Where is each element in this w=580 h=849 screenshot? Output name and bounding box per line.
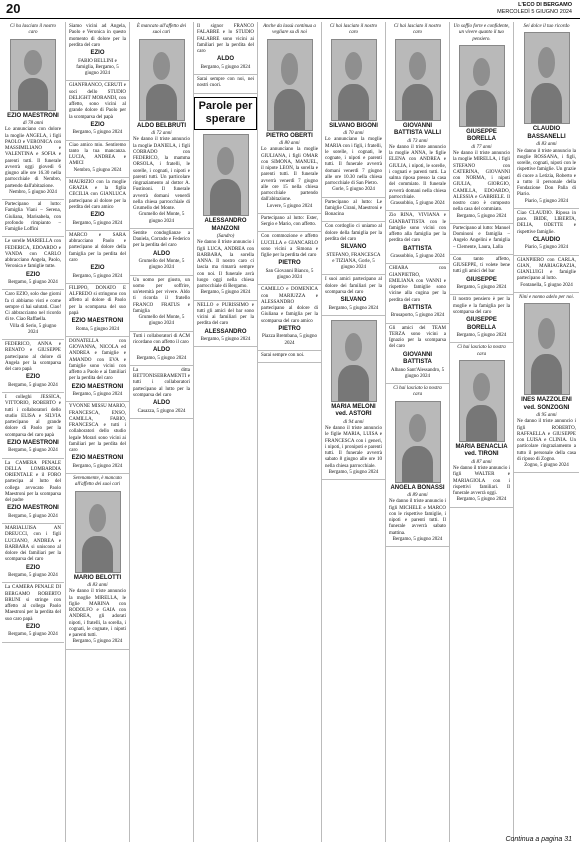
notice-text: FILIPPO, DONATO E ALFREDO si stringono con affetto al dolore di Paolo per la scomparsa del suo papà [69,285,126,316]
column-9 [513,22,579,842]
obituary-notice [258,22,321,214]
deceased-name: ALDO [153,250,170,257]
notice-text: Ne danno il triste annuncio la moglie MIRELLA, le figlie MARINA con RODOLFO e GAIA con ANDREA, gli adorati nipoti, i fratelli, la sorella, i cognati, le cognate, i nipoti e parenti tutti. [69,589,126,638]
notice-place-date: Bergamo, 5 giugno 2024 [8,513,58,519]
notice-text: Partecipano al lutto: Le famiglie Cirani, Maestroni e Bonacina [325,199,382,217]
notice-text: GIANPIERO con CARLA, GIAN, MARIAGRAZIA, GIANLUIGI e famiglie partecipano al lutto. [517,257,576,282]
obituary-notice [386,264,449,323]
notice-intro: È mancato all'affetto dei suoi cari [136,24,187,36]
column-1 [2,22,64,842]
deceased-name: INES MAZZOLENI ved. SONZOGNI [521,397,572,411]
obituary-notice [2,459,64,525]
obituary-notice [2,237,64,290]
deceased-name: GIOVANNI BATTISTA VALLI [393,122,442,136]
notice-text: NELLO e PURISSIMO e tutti gli amici del bar sono vicini ai familiari per la perdita del caro [197,302,254,327]
portrait-photo [524,303,570,395]
obituary-notice [386,22,449,211]
notice-text: Partecipano al lutto: Ester, Sergio e Mario, con affetto. [261,215,318,227]
notice-text: Lo annunciano la moglie GIULIANA, i figli OMAR con SIMONA, MANUEL, il nipote LEON, la sorella e parenti tutti. Il funerale avverrà venerdì 7 giugno alle ore 15 nella chiesa parrocchiale partendo dall'abitazione. [261,147,318,203]
parole-box [194,97,257,131]
obituary-notice [322,198,385,223]
page-number: 20 [6,1,21,16]
notice-place-date: Nembro, 5 giugno 2024 [9,189,57,195]
notice-text: Lo annunciano con dolore la moglie ANGELA, i figli PAOLO e VERONICA con MASSIMILIANO e VALENTINA e SOFIA e parenti tutti. Il funerale avverrà oggi giovedì 6 giugno alle ore 16.30 nella parrocchiale di Nembro, partendo dall'abitazione. [5,127,61,189]
notice-text: Le sorelle MARIELLA con FEDERICA, EDOARDO e VANDA con CARLO abbracciano Angela, Paolo, Veronica e famiglie tutte. [5,239,61,270]
portrait-photo [331,320,377,402]
portrait-photo [203,134,249,216]
continue-note: Continua a pagina 31 [505,836,572,844]
deceased-name: MARIO BELOTTI [73,574,122,581]
notice-place-date: Roma, 5 giugno 2024 [75,326,120,332]
notice-text: Ne danno il triste annuncio i figli MICHELE e MARCO con le rispettive famiglie, i nipoti e parenti tutti. Il funerale avverrà sabato mattina. [389,499,446,536]
notice-text: Ne danno il triste annuncio i figli LUCA, ANDREA con BARBARA, la sorella ANNA. Il nostro caro ci lascia ma rimarrà sempre con noi. Il funerale avrà luogo oggi nella chiesa parrocchiale di Bergamo. [197,240,254,289]
deceased-name: SILVANO [340,297,367,303]
publication-info [497,2,572,16]
notice-intro: Ci hai lasciato la nostra cara [457,345,506,357]
obituary-notice [66,402,129,474]
notice-text: MARCO e SARA abbracciano Paolo e partecipano al dolore della famiglia per la perdita del caro [69,232,126,263]
deceased-age: di 95 anni [536,413,557,418]
notice-text: Il signor FRANCO FALABRE e lo STUDIO FALABRE sono vicini ai familiari per la perdita del caro [197,24,254,54]
deceased-name: EZIO MAESTRONI [7,505,59,512]
notice-place-date: Piario, 5 giugno 2024 [524,245,569,251]
obituary-notice [130,276,193,332]
notice-intro: Un soffio forte e confidente, un vivere quanto il tuo pensiero. [453,24,510,42]
notice-place-date: Piario, 5 giugno 2024 [524,198,569,204]
notice-place-date: Bergamo, 5 giugno 2024 [8,573,58,578]
deceased-age: di 73 anni [407,138,428,144]
obituary-notice [258,285,321,351]
deceased-name: GIUSEPPE BORELLA [466,317,497,331]
deceased-name: MARIA BENACLIA ved. TIRONI [455,443,508,458]
notice-text: CHIARA con GIANPIETRO, EMILIANA con VANNI e rispettive famiglie sono vicine alla cugina per la perdita del caro [389,266,446,303]
notice-place-date: Grassobbio, 5 giugno 2024 [390,254,445,259]
notice-text: Zio RINA, VIVIANA e GIANBATTISTA con le famiglie sono vicini con affetto alla famiglia per la perdita del caro [389,213,446,244]
notice-place-date: Nembro, 5 giugno 2024 [73,167,122,173]
portrait-photo [139,39,185,121]
notice-intro: Sei dolce il tuo ricordo [523,24,570,29]
notice-text: Ciao amico mio. Sentiremo tanto la tua mancanza. LUCIA, ANDREA e AMICI [69,142,126,167]
deceased-name: GIUSEPPE [466,276,497,283]
deceased-name: GIOVANNI BATTISTA [402,351,433,365]
column-8 [449,22,513,842]
notice-text: Partecipano al lutto: Manuel Dominoni e famiglia – Angelo Angelini e famiglia – Clemente, Laura, Lalla [453,225,510,250]
obituary-notice [450,22,513,224]
notice-intro: Ci hai lasciato la nostra cara [393,386,442,398]
obituary-notice [2,290,64,340]
deceased-name: ALDO [153,400,170,406]
notice-text: GIANFRANCO, CERUTI e soci dello STUDIO DELIGHT MORANDI, con affetto, sono vicini al grande dolore di Paolo per la scomparsa del papà [69,83,126,120]
notice-intro: Ci hai lasciato il nostro caro [329,24,378,36]
obituary-notice [386,211,449,264]
deceased-name: EZIO MAESTRONI [7,439,59,446]
notice-text: Sarai sempre con noi. [261,352,305,358]
column-4 [193,22,257,842]
notice-text: Ne danno il triste annuncio la moglie ANNA, le figlie ELENA con ANDREA e GIULIA, i nipoti, le sorelle, i cognati e parenti tutti. La salma riposa presso la casa del commiato. Il funerale avverrà domani nella chiesa parrocchiale. [389,144,446,200]
deceased-name: CLAUDIO [532,236,561,243]
notice-text: Ne danno il triste annuncio i figli WALTER e MARIAGIOLA con i rispettivi familiari. Il funerale avverrà oggi. [453,466,510,496]
column-7 [385,22,449,842]
notice-place-date: Bergamo, 5 giugno 2024 [72,220,123,226]
notice-place-date: Bergamo, 5 giugno 2024 [456,285,507,290]
obituary-notice [322,222,385,275]
notice-text: Ciao CLAUDIO. Riposa in pace. IRIDE, LIBERTA, DELIA, ODETTE e rispettive famiglie. [517,210,576,235]
notice-text: Lo annunciano la moglie MARIA con i figli, i fratelli, le sorelle, i cognati, le cognate, i nipoti e parenti tutti. Il funerale avverrà domani venerdì 7 giugno alle ore 10.30 nella chiesa parrocchiale di San Pietro. [325,137,382,186]
obituary-notice [514,293,579,474]
obituary-notice [66,231,129,284]
deceased-name: ANGELA BONASSI [390,484,445,491]
notice-place-date: San Giovanni Bianco, 5 giugno 2024 [265,268,314,280]
deceased-age: di 77 anni [471,144,492,150]
portrait-photo [459,360,505,442]
notice-text: La CAMERA PENALE DI BERGAMO ROBERTO BRUNI si stringe con affetto al collega Paolo Maestroni per la perdita del suo caro papà [5,585,61,622]
column-3 [129,22,193,842]
notice-text: FEDERICO, ANNA e RENATO e GIUSEPPE partecipano al dolore di Angela per la scomparsa del caro papà [5,342,61,372]
obituary-notice [66,141,129,178]
notice-place-date: Bergamo, 5 giugno 2024 [456,333,507,338]
obituary-notice [130,22,193,229]
notice-place-date: Bergamo, 5 giugno 2024 [72,639,123,645]
notice-text: Sarai sempre con noi, nei nostri cuori. [197,77,254,89]
column-5 [257,22,321,842]
obituary-notice [450,255,513,296]
notice-place-date: STEFANO, FRANCESCA e TIZIANA, Gorle, 5 giugno 2024 [326,252,381,270]
notice-place-date: Zogno, 5 giugno 2024 [524,463,569,468]
deceased-name: GIUSEPPE BORELLA [466,128,497,143]
notice-text: La CAMERA PENALE DELLA LOMBARDIA ORIENTALE e il FORO partecipa al lutto del collega avvocato Paolo Maestroni per la scomparsa del padre [5,460,61,503]
notice-place-date: Bergamo, 5 giugno 2024 [200,337,251,342]
notice-text: MARIALUISA AN DREUCCI, con i figli LUCIANO, ANDREA e BARBARA si uniscono al dolore dei familiari per la scomparsa del caro [5,526,61,563]
notice-place-date: Grumello del Monte, 5 giugno 2024 [138,259,185,271]
obituary-notice [258,232,321,285]
obituary-notice [2,524,64,583]
notice-text: I suoi amici partecipano al dolore dei familiari per la scomparsa del caro [325,277,382,295]
portrait-photo [10,39,56,111]
notice-text: Ne danno il triste annuncio i figli ROBERTO, RAFFAELLA e GIUSEPPE con LUISA e CLINIA. Un particolare ringraziamento a tutto il personale della casa di riposo di Zogno. [517,419,576,462]
notice-text: Con commozione e affetto LUCILLA e GIANCARLO sono vicini a Simona e figlie per la perdita del caro [261,234,318,258]
obituary-notice [66,337,129,403]
deceased-name: PIETRO [278,325,301,332]
deceased-age: (Sandro) [216,234,235,239]
notice-text: MAURIZIO con la moglie GRAZIA e la figlia CECILIA con GIANLUCA partecipano al dolore per la perdita del caro amico [69,179,126,210]
notice-place-date: Bergamo, 5 giugno 2024 [200,64,251,70]
notice-place-date: Bergamo, 5 giugno 2024 [456,213,507,219]
deceased-age: di 78 anni [22,121,44,126]
notice-place-date: Bergamo, 5 giugno 2024 [72,273,123,279]
obituary-notice [450,295,513,343]
notice-text: Il nostro pensiero è per la moglie e la famiglia per la scomparsa del caro [453,297,510,315]
notice-text: Un uomo per giusto, un uomo per soffrire, un'eternità per vivere. Aldo ti ricorda il fratello FRANCO FRATUS e famiglia [133,277,190,314]
deceased-name: EZIO [25,623,40,630]
column-6 [321,22,385,842]
deceased-name: ALDO BELBRUTI [137,122,186,129]
portrait-photo [524,32,570,124]
obituary-notice [450,224,513,255]
deceased-age: di 87 anni [471,459,492,465]
obituary-notice [258,351,321,363]
notice-place-date: Bergamo, 5 giugno 2024 [328,469,379,475]
deceased-name: ALESSANDRO MANZONI [204,218,247,232]
notice-text: DONATELLA con GIOVANNA, NICOLA ed ANDREA e famiglie e AMANDO con EVA e famiglie sono vicini con affetto a Paolo e ai familiari per la perdita del caro [69,338,126,382]
issue-date: MERCOLEDÌ 5 GIUGNO 2024 [497,8,572,15]
obituary-notice [2,22,64,200]
deceased-name: CLAUDIO BASSANELLI [527,126,566,140]
notice-intro: Serenamente, è mancato all'affetto dei suoi cari [73,476,122,488]
deceased-name: EZIO [25,564,40,571]
deceased-age: di 94 anni [343,419,364,425]
notice-text: Gli amici del TEAM TERZA sono vicini a Ignazio per la scomparsa del caro [389,325,446,350]
notice-place-date: Brusaporto, 5 giugno 2024 [390,313,445,319]
notice-text: Ne danno il triste annuncio le figlie MARIA, LUISA e FRANCESCA con i generi, i nipoti, i pronipoti e parenti tutti. Il funerale avverrà sabato 8 giugno alle ore 10 nella chiesa parrocchiale. [325,426,382,469]
notice-place-date: Bergamo, 5 giugno 2024 [456,497,507,503]
notice-place-date: Bergamo, 5 giugno 2024 [136,355,187,361]
obituary-notice [322,22,385,198]
obituary-notice [66,22,129,81]
notice-place-date: Grumello del Monte, 5 giugno 2024 [138,212,185,224]
deceased-name: EZIO [90,212,105,218]
notice-place-date: Gorle, 5 giugno 2024 [332,187,375,193]
notice-intro: Nini e nonno adelo per noi. [519,294,574,300]
deceased-name: PIETRO [278,260,301,267]
obituary-notice [2,393,64,459]
obituary-notice [322,275,385,316]
deceased-name: EZIO MAESTRONI [7,112,59,119]
deceased-name: ALDO [153,347,170,353]
notice-text: Caro EZIO, solo due giorni fa ci abbiamo visti e come sempre ci hai salutati. Ciao! Ci abbracciamo nel ricordo di te. Ciao Raffaella. [5,292,61,323]
obituary-notice [514,256,579,293]
notice-text: YVONNE MISSU MARIO, FRANCESCA, ENSO, CAMILLA, FABIO, FRANCESCA e tutti i collaboratori dello studio legale Morari sono vicini ai familiari per la perdita del caro [69,404,126,453]
deceased-name: BATTISTA [403,245,432,252]
deceased-name: MARIA MELONI ved. ASTORI [331,403,376,418]
notice-place-date: Bergamo, 5 giugno 2024 [200,290,251,296]
deceased-name: SILVANO BIGONI [329,122,378,129]
paper-name: L'ECO DI BERGAMO [518,2,572,8]
deceased-name: EZIO [25,374,40,381]
notice-place-date: Bergamo, 5 giugno 2024 [8,280,58,285]
deceased-age: di 70 anni [343,131,364,136]
deceased-name: EZIO [25,271,40,278]
obituary-notice [514,209,579,256]
notice-text: Siamo vicini ad Angela, Paolo e Veronica in questo momento di dolore per la perdita del caro [69,24,126,48]
obituary-notice [130,366,193,419]
obituary-notice [194,130,257,301]
deceased-name: EZIO MAESTRONI [71,455,124,462]
obituary-notice [66,178,129,231]
deceased-name: EZIO [90,121,105,128]
notice-intro: Ci ha lasciato il nostro caro [10,24,56,36]
notice-place-date: Bergamo, 5 giugno 2024 [8,382,58,388]
notice-intro: Anche da lassù continua a vegliare su di noi [263,24,316,36]
deceased-name: EZIO [90,265,105,271]
page-header [0,0,580,19]
deceased-name: EZIO MAESTRONI [71,318,124,324]
deceased-name: SILVANO [340,244,367,250]
obituary-notice [130,332,193,366]
obituary-notice [386,324,449,385]
notice-text: Tutti i collaboratori di ACM ricordano con affetto il caro [133,333,190,345]
deceased-name: ALESSANDRO [204,328,247,335]
notice-place-date: Bergamo, 5 giugno 2024 [72,392,123,397]
notice-text: Sentite condoglianze a Daniela, Corrado e Federico per la perdita del caro [133,230,190,249]
deceased-age: di 83 anni [87,583,108,588]
obituary-notice [2,200,64,237]
notice-text: Con tanto affetto, GIUSEPPE, ti volete bene tutti gli amici del bar [453,256,510,275]
notice-text: I colleghi JESSICA, VITTORIO, ROBERTO e tutti i collaboratori dello studio ELISA e SILVIA partecipano al grande dolore di Paolo per la scomparsa del caro papà [5,395,61,438]
deceased-name: PIETRO OBERTI [266,132,313,139]
portrait-photo [75,491,121,573]
deceased-name: BATTISTA [403,304,432,311]
deceased-name: EZIO MAESTRONI [71,383,124,390]
deceased-name: ALDO [217,56,234,63]
notice-intro: Ci hai lasciato il nostro caro [393,24,442,36]
deceased-age: di 83 anni [536,142,557,148]
obituary-notice [2,583,64,642]
notice-place-date: Grassobbio, 5 giugno 2024 [390,201,445,206]
notice-place-date: Bergamo, 5 giugno 2024 [8,632,58,638]
portrait-photo [459,45,505,127]
notice-text: La ditta BETTONISEBRAMENTI e tutti i collaboratori partecipano al lutto per la scomparsa del caro [133,367,190,398]
portrait-photo [395,39,441,121]
obituary-notice [194,75,257,94]
column-2 [65,22,129,842]
notice-place-date: FABIO BELLINI e famiglia, Bergamo, 5 giugno 2024 [76,58,119,76]
notice-place-date: Bergamo, 5 giugno 2024 [72,130,123,136]
obituary-notice [514,22,579,209]
notice-text: CAMILLO e DOMENICA con MARIUZZA e ALESSANDRO partecipano al dolore di Giuliana e famiglia per la scomparsa del caro amico [261,287,318,324]
obituary-notice [386,384,449,547]
obituary-notice [322,316,385,480]
notice-place-date: Casazza, 5 giugno 2024 [137,408,186,414]
deceased-name: EZIO [90,50,105,56]
deceased-age: di 89 anni [407,493,428,498]
notice-place-date: Bergamo, 5 giugno 2024 [328,305,379,311]
deceased-age: di 72 anni [151,131,172,136]
notice-text: Partecipano al lutto: Famiglia Viani – Serena, Giuliana, Marisabela, con profondo rimpianto – Famiglie Loffini [5,202,61,232]
portrait-photo [331,39,377,121]
notice-text: Con cordoglio ci uniamo al dolore della famiglia per la perdita del caro [325,224,382,242]
obituary-notice [258,214,321,233]
notice-place-date: Bergamo, 5 giugno 2024 [8,448,58,454]
notice-place-date: Grumello del Monte, 5 giugno 2024 [138,315,185,327]
notice-place-date: Piazza Brembana, 5 giugno 2024 [262,334,317,346]
obituary-notice [194,22,257,75]
notice-text: Ne danno il triste annuncio la moglie DANIELA, i figli CORRADO con FEDERICO, la mamma ORSOLA, i fratelli, le sorelle, i cognati, i nipoti e parenti tutti. Un particolare ringraziamento al dottor A. Fustinoni. Il funerale avverrà domani venerdì nella chiesa parrocchiale di Grumello del Monte. [133,137,190,211]
obituary-notice [66,81,129,140]
notice-place-date: Bergamo, 5 giugno 2024 [72,463,123,469]
portrait-photo [395,401,441,483]
notice-place-date: Albano Sant'Alessandro, 5 giugno 2024 [390,367,445,379]
notice-place-date: Villa di Serio, 5 giugno 2024 [9,323,57,335]
notice-text: Ne danno il triste annuncio la moglie MIRELLA, i figli STEFANO con CATERINA, GIOVANNI con NORMA, i nipoti GIULIA, GIORGIO, CAMILLA, EDOARDO, ALESSIA e GABRIELE. Il nostro caro è composto nella casa del commiato. [453,151,510,213]
obituary-notice [66,474,129,650]
parole-title: Parole per sperare [198,99,253,126]
notice-text: Ne danno il triste annuncio la moglie ROSSANA, i figli, sorelle, cognati, nipoti con le rispettive famiglie. Un grazie di cuore a Letizia, Roberto e a tutto il personale della Fondazione Don Palla di Piario. [517,148,577,198]
obituary-notice [450,343,513,507]
notice-place-date: Bergamo, 5 giugno 2024 [392,536,443,542]
notice-place-date: Fontanella, 5 giugno 2024 [520,282,573,288]
portrait-photo [267,39,313,131]
deceased-age: di 80 anni [279,141,300,146]
obituary-notice [2,340,64,393]
notice-place-date: Lovere, 5 giugno 2024 [266,203,313,209]
obituary-notice [66,284,129,337]
obituary-notice [130,229,193,276]
obituary-notice [194,301,257,348]
